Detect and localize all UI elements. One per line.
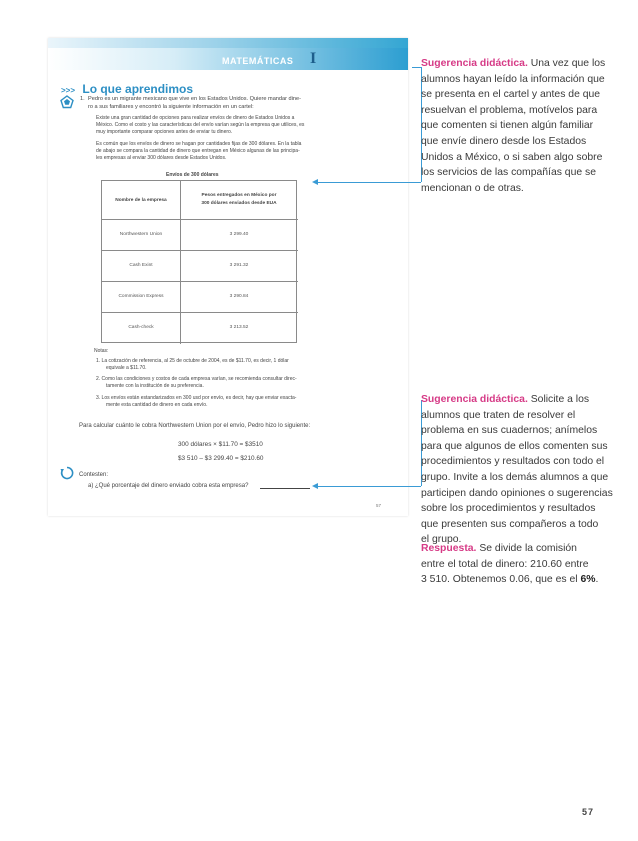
table-cell-pesos: 3 213.52: [229, 325, 249, 330]
note-text: 3 510. Obtenemos 0.06, que es el: [421, 574, 581, 586]
note-3-line-2: mente esta cantidad de dinero en cada envío.: [106, 402, 208, 408]
note-line: problema en sus cuadernos; anímelos: [421, 425, 598, 437]
note-2-line-2: tamente con la institución de su preferencia.: [106, 383, 204, 389]
answer-value: 6%: [580, 574, 596, 586]
formula-line-1: 300 dólares × $11.70 = $3510: [178, 441, 263, 448]
note-line: [421, 56, 605, 72]
note-line: que envíe dinero desde los Estados: [421, 135, 587, 147]
poster-paragraph-2-line-3: les empresas al enviar 300 dólares desde Estados Unidos.: [96, 155, 227, 161]
table-cell-company: Cash-check: [128, 325, 154, 330]
note-line: procedimientos y resultados con todo el: [421, 456, 605, 468]
note-line: que presenten sus compañeros a todo: [421, 518, 599, 530]
notes-title: Notas:: [94, 348, 109, 354]
note-text: Una vez que los: [527, 58, 606, 69]
note-line: resuelvan el problema, motívelos para: [421, 104, 598, 116]
note-line: que comenten si tienen algún familiar: [421, 120, 594, 132]
answer-line: [260, 488, 310, 489]
arrow-left-icon: [312, 179, 318, 185]
poster-paragraph-1-line-1: Existe una gran cantidad de opciones para realizar envíos de dinero de Estados Unidos a: [96, 115, 295, 121]
inner-page-number: 57: [376, 503, 382, 508]
page-number: 57: [582, 807, 595, 817]
question-a: a) ¿Qué porcentaje del dinero enviado cobra esta empresa?: [88, 483, 249, 489]
note-line: [421, 541, 598, 557]
connector-line: [412, 67, 421, 68]
table-row-divider: [102, 312, 298, 313]
note-line: para que algunos de ellos comenten sus: [421, 440, 608, 452]
note-line: grupo. Invite a los demás alumnos a que: [421, 471, 609, 483]
table-header-pesos-1: Pesos entregados en México por: [201, 193, 277, 198]
note-line: mencionan o de otras.: [421, 182, 524, 194]
table-row-divider: [102, 281, 298, 282]
note-line: los servicios de las compañías que se: [421, 167, 596, 179]
header-band: [48, 38, 408, 48]
section-title: [61, 82, 193, 96]
table-header-pesos-2: 300 dólares enviados desde EUA: [201, 201, 277, 206]
note-1-line-2: equivale a $11.70.: [106, 365, 147, 371]
table-row-divider: [102, 219, 298, 220]
problem-number: 1.: [80, 96, 85, 102]
remittance-table: [101, 180, 297, 343]
poster-paragraph-1-line-3: muy importante comparar opciones antes de enviar tu dinero.: [96, 129, 233, 135]
table-header-company: Nombre de la empresa: [115, 198, 167, 203]
answer-prompt: Contesten:: [79, 472, 109, 478]
answer-note: [421, 541, 598, 588]
table-cell-pesos: 3 291.32: [229, 263, 249, 268]
table-caption: Envíos de 300 dólares: [166, 172, 219, 178]
note-2-line-1: 2. Como las condiciones y costos de cada empresa varían, se recomienda consultar direc-: [96, 376, 297, 382]
pentagon-activity-icon: [60, 95, 74, 109]
table-cell-company: Cash Exint: [129, 263, 153, 268]
note-text: .: [595, 574, 599, 586]
connector-line: [318, 486, 421, 487]
teaching-suggestion-2: [421, 392, 613, 548]
connector-line: [318, 182, 421, 183]
note-line: participen dando opiniones o sugerencias: [421, 487, 613, 499]
problem-statement-1: Pedro es un migrante mexicano que vive en los Estados Unidos. Quiere mandar dine-: [88, 96, 301, 102]
teaching-suggestion-1: [421, 56, 605, 196]
calculation-intro: Para calcular cuánto le cobra Northwestern Union por el envío, Pedro hizo lo siguiente:: [79, 423, 311, 429]
note-line: [421, 392, 613, 408]
subject-title: MATEMÁTICAS: [222, 56, 294, 66]
section-title-text: Lo que aprendimos: [82, 82, 194, 96]
note-1-line-1: 1. La cotización de referencia, al 25 de octubre de 2004, es de $11.70, es decir, 1 dólar: [96, 358, 289, 364]
note-line: sobre los procedimientos y resultados: [421, 503, 596, 515]
poster-paragraph-1-line-2: México. Como el costo y las características del envío varían según la empresa que utilices, es: [96, 122, 305, 128]
formula-line-2: $3 510 – $3 299.40 = $210.60: [178, 455, 264, 462]
note-text: Se divide la comisión: [476, 543, 577, 554]
note-line: Unidos a México, o si saben algo sobre: [421, 151, 603, 163]
note-line: entre el total de dinero: 210.60 entre: [421, 558, 589, 570]
pentagon-answer-icon: [60, 466, 74, 480]
table-row-divider: [102, 250, 298, 251]
note-text: Solicite a los: [527, 394, 590, 405]
note-3-line-1: 3. Los envíos están estandarizados en 300 usd por envío, es decir, hay que enviar exacta-: [96, 395, 297, 401]
poster-paragraph-2-line-2: de abajo se compara la cantidad de dinero que entregan en México algunas de las principa-: [96, 148, 300, 154]
table-cell-company: Commission Express: [118, 294, 164, 299]
note-line: [421, 572, 598, 588]
arrow-left-icon: [312, 483, 318, 489]
note-line: alumnos que traten de resolver el: [421, 409, 576, 421]
note-line: se presenta en el cartel y antes de que: [421, 89, 601, 101]
note-label: Respuesta.: [421, 543, 477, 554]
header-gradient: [48, 38, 408, 48]
note-line: el grupo.: [421, 534, 462, 546]
note-label: Sugerencia didáctica.: [421, 58, 528, 69]
note-line: alumnos hayan leído la información que: [421, 73, 605, 85]
poster-paragraph-2-line-1: Es común que los envíos de dinero se hagan por cantidades fijas de 300 dólares. En la tabla: [96, 141, 302, 147]
block-numeral: I: [310, 50, 317, 67]
table-cell-company: Northwestern Union: [119, 232, 163, 237]
note-label: Sugerencia didáctica.: [421, 394, 528, 405]
problem-statement-2: ro a sus familiares y encontró la siguiente información en un cartel:: [88, 104, 254, 110]
table-cell-pesos: 3 299.40: [229, 232, 249, 237]
section-arrows: >>>: [61, 86, 76, 95]
table-cell-pesos: 3 290.84: [229, 294, 249, 299]
